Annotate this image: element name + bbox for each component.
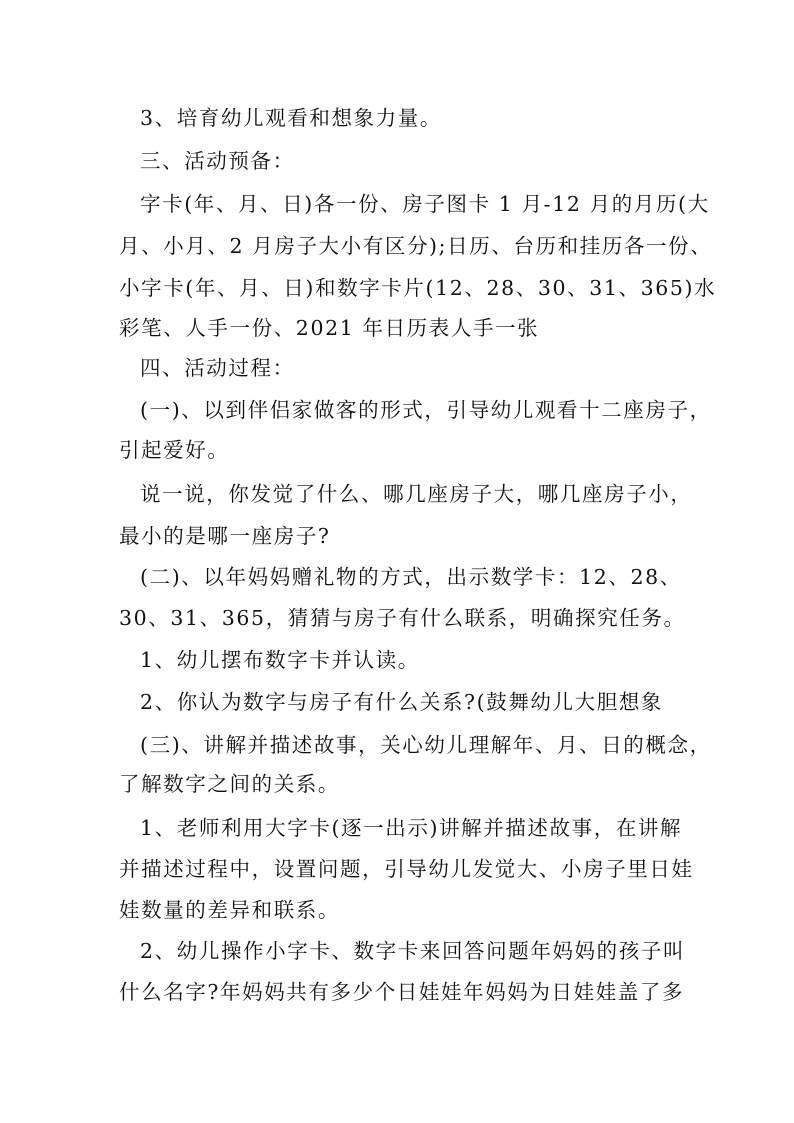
text-line: 3、培育幼儿观看和想象力量。 bbox=[140, 106, 442, 130]
text-line: 了解数字之间的关系。 bbox=[119, 772, 340, 796]
text-line: 彩笔、人手一份、2021 年日历表人手一张 bbox=[119, 316, 540, 340]
text-line: 30、31、365，猜猜与房子有什么联系，明确探究任务。 bbox=[119, 606, 686, 630]
text-line: 说一说，你发觉了什么、哪几座房子大，哪几座房子小， bbox=[140, 482, 693, 506]
text-line: 2、你认为数字与房子有什么关系?(鼓舞幼儿大胆想象 bbox=[140, 690, 664, 714]
text-line: 什么名字?年妈妈共有多少个日娃娃年妈妈为日娃娃盖了多 bbox=[119, 980, 685, 1004]
text-line: 1、老师利用大字卡(逐一出示)讲解并描述故事，在讲解 bbox=[140, 816, 683, 840]
section-heading: 三、活动预备： bbox=[140, 149, 295, 173]
text-line: (一)、以到伴侣家做客的形式，引导幼儿观看十二座房子， bbox=[140, 398, 712, 422]
text-line: 小字卡(年、月、日)和数字卡片(12、28、30、31、365)水 bbox=[119, 276, 717, 300]
text-line: 引起爱好。 bbox=[119, 438, 230, 462]
text-line: (三)、讲解并描述故事，关心幼儿理解年、月、日的概念， bbox=[140, 733, 712, 757]
text-line: 娃数量的差异和联系。 bbox=[119, 898, 340, 922]
text-line: (二)、以年妈妈赠礼物的方式，出示数学卡：12、28、 bbox=[140, 565, 682, 589]
text-line: 2、幼儿操作小字卡、数字卡来回答问题年妈妈的孩子叫 bbox=[140, 939, 686, 963]
text-line: 并描述过程中，设置问题，引导幼儿发觉大、小房子里日娃 bbox=[119, 857, 694, 881]
text-line: 1、幼儿摆布数字卡并认读。 bbox=[140, 648, 420, 672]
text-line: 字卡(年、月、日)各一份、房子图卡 1 月-12 月的月历(大 bbox=[140, 192, 710, 216]
text-line: 月、小月、2 月房子大小有区分);日历、台历和挂历各一份、 bbox=[119, 234, 713, 258]
text-line: 最小的是哪一座房子? bbox=[119, 524, 331, 548]
section-heading: 四、活动过程： bbox=[140, 356, 295, 380]
